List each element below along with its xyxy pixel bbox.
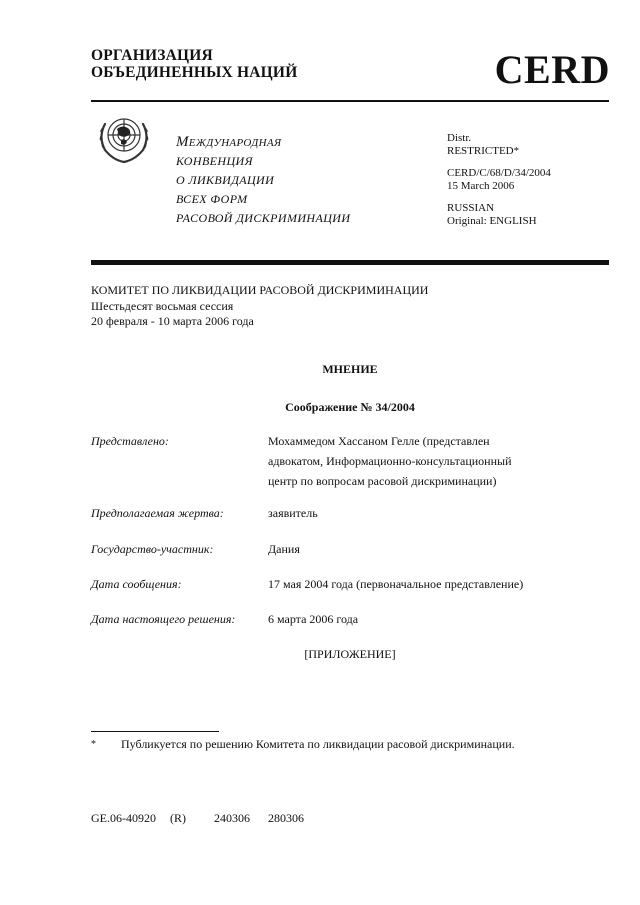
footer-date-1: 240306 xyxy=(214,811,250,825)
opinion-title: МНЕНИЕ xyxy=(322,362,378,376)
footnote xyxy=(91,737,515,752)
job-number: GE.06-40920 xyxy=(91,811,156,825)
convention-line-3: О ЛИКВИДАЦИИ xyxy=(176,173,275,187)
convention-line-1: Международная xyxy=(176,134,282,150)
header-rule xyxy=(91,100,609,102)
detail-row-state-party xyxy=(91,539,609,559)
committee-block xyxy=(91,283,428,330)
session-dates: 20 февраля - 10 марта 2006 года xyxy=(91,314,254,328)
footnote-text: Публикуется по решению Комитета по ликвидации расовой дискриминации. xyxy=(121,737,515,751)
communication-number: Соображение № 34/2004 xyxy=(285,400,415,414)
doc-original-language: Original: ENGLISH xyxy=(447,214,537,227)
annex-label: [ПРИЛОЖЕНИЕ] xyxy=(304,647,396,661)
doc-date: 15 March 2006 xyxy=(447,179,515,192)
detail-value: 6 марта 2006 года xyxy=(268,612,359,626)
org-line-2: ОБЪЕДИНЕННЫХ НАЦИЙ xyxy=(91,64,298,81)
detail-row-submitted-by xyxy=(91,431,609,491)
footnote-rule xyxy=(91,731,219,732)
distr-label: Distr. xyxy=(447,132,472,144)
detail-label: Государство-участник: xyxy=(91,542,214,556)
doc-symbol: CERD/C/68/D/34/2004 xyxy=(447,167,551,179)
footer-date-2: 280306 xyxy=(268,811,304,825)
detail-value: 17 мая 2004 года (первоначальное представление) xyxy=(268,577,524,591)
convention-title xyxy=(176,133,350,228)
convention-line-4: ВСЕХ ФОРМ xyxy=(176,192,248,206)
detail-value: Дания xyxy=(268,542,300,556)
detail-row-date-of-communication xyxy=(91,574,609,594)
detail-row-date-of-decision xyxy=(91,609,609,629)
page-footer xyxy=(91,811,304,826)
detail-label: Представлено: xyxy=(91,434,169,448)
detail-value: Мохаммедом Хассаном Гелле (представлен адвокатом, Информационно-консультационный центр по вопросам расовой дискриминации) xyxy=(268,434,512,488)
org-line-1: ОРГАНИЗАЦИЯ xyxy=(91,47,213,64)
detail-label: Предполагаемая жертва: xyxy=(91,506,224,520)
detail-label: Дата настоящего решения: xyxy=(91,612,236,626)
document-symbol-cerd: CERD xyxy=(494,47,610,92)
session-name: Шестьдесят восьмая сессия xyxy=(91,298,234,313)
detail-value: заявитель xyxy=(268,506,318,520)
distribution-block xyxy=(447,132,551,227)
detail-row-alleged-victim xyxy=(91,503,609,523)
section-rule xyxy=(91,260,609,265)
organization-name xyxy=(91,47,297,81)
language-code: (R) xyxy=(170,811,186,825)
restricted-label: RESTRICTED* xyxy=(447,144,520,157)
convention-line-5: РАСОВОЙ ДИСКРИМИНАЦИИ xyxy=(176,211,351,225)
un-emblem-icon xyxy=(93,110,155,166)
convention-line-2: КОНВЕНЦИЯ xyxy=(176,154,253,168)
detail-label: Дата сообщения: xyxy=(91,577,182,591)
footnote-marker: * xyxy=(91,739,96,750)
doc-language: RUSSIAN xyxy=(447,202,495,214)
committee-name: КОМИТЕТ ПО ЛИКВИДАЦИИ РАСОВОЙ ДИСКРИМИНАЦИИ xyxy=(91,283,429,297)
